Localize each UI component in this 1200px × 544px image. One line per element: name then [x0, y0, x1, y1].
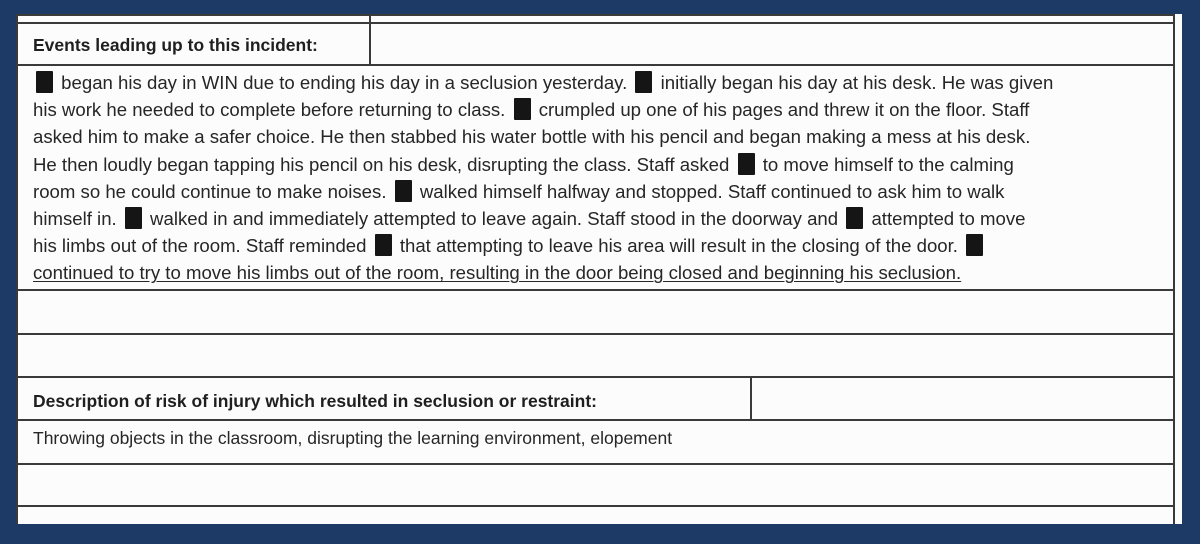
narrative-line: himself in. walked in and immediately attempted to leave again. Staff stood in the doorway and attempted to move [33, 208, 1026, 230]
narrative-line: his limbs out of the room. Staff reminded that attempting to leave his area will result in the closing of the door. [33, 232, 1173, 259]
redaction-box [375, 234, 392, 256]
table-rule [16, 419, 1175, 421]
redaction-box [514, 98, 531, 120]
events-narrative [33, 69, 1173, 287]
table-rule [16, 463, 1175, 465]
narrative-line: his work he needed to complete before returning to class. crumpled up one of his pages and threw it on the floor. Staff [33, 99, 1030, 121]
risk-label: Description of risk of injury which resulted in seclusion or restraint: [33, 391, 597, 411]
narrative-line: continued to try to move his limbs out of the room, resulting in the door being closed and beginning his seclusion. [33, 262, 962, 284]
narrative-line: He then loudly began tapping his pencil on his desk, disrupting the class. Staff asked to move himself to the calming [33, 153, 1014, 175]
risk-label-divider [750, 376, 752, 421]
redaction-box [395, 180, 412, 202]
incident-report-page [16, 14, 1182, 524]
table-right-border [1173, 14, 1175, 524]
risk-description: Throwing objects in the classroom, disrupting the learning environment, elopement [33, 428, 673, 448]
table-rule [16, 333, 1175, 335]
narrative-line: asked him to make a safer choice. He then stabbed his water bottle with his pencil and began making a mess at his desk. [33, 126, 1031, 148]
redaction-box [125, 207, 142, 229]
table-rule [16, 22, 1175, 24]
narrative-line: began his day in WIN due to ending his day in a seclusion yesterday. initially began his day at his desk. He was given [33, 69, 1173, 96]
redaction-box [966, 234, 983, 256]
redaction-box [738, 153, 755, 175]
redaction-box [36, 71, 53, 93]
narrative-line: room so he could continue to make noises. walked himself halfway and stopped. Staff continued to ask him to walk [33, 180, 1005, 202]
redaction-box [635, 71, 652, 93]
table-rule [16, 14, 1175, 16]
events-label-divider [369, 14, 371, 66]
redaction-box [846, 207, 863, 229]
table-rule [16, 505, 1175, 507]
table-left-border [16, 14, 18, 524]
table-rule [16, 376, 1175, 378]
table-rule [16, 289, 1175, 291]
events-label: Events leading up to this incident: [33, 35, 318, 55]
table-rule [16, 64, 1175, 66]
